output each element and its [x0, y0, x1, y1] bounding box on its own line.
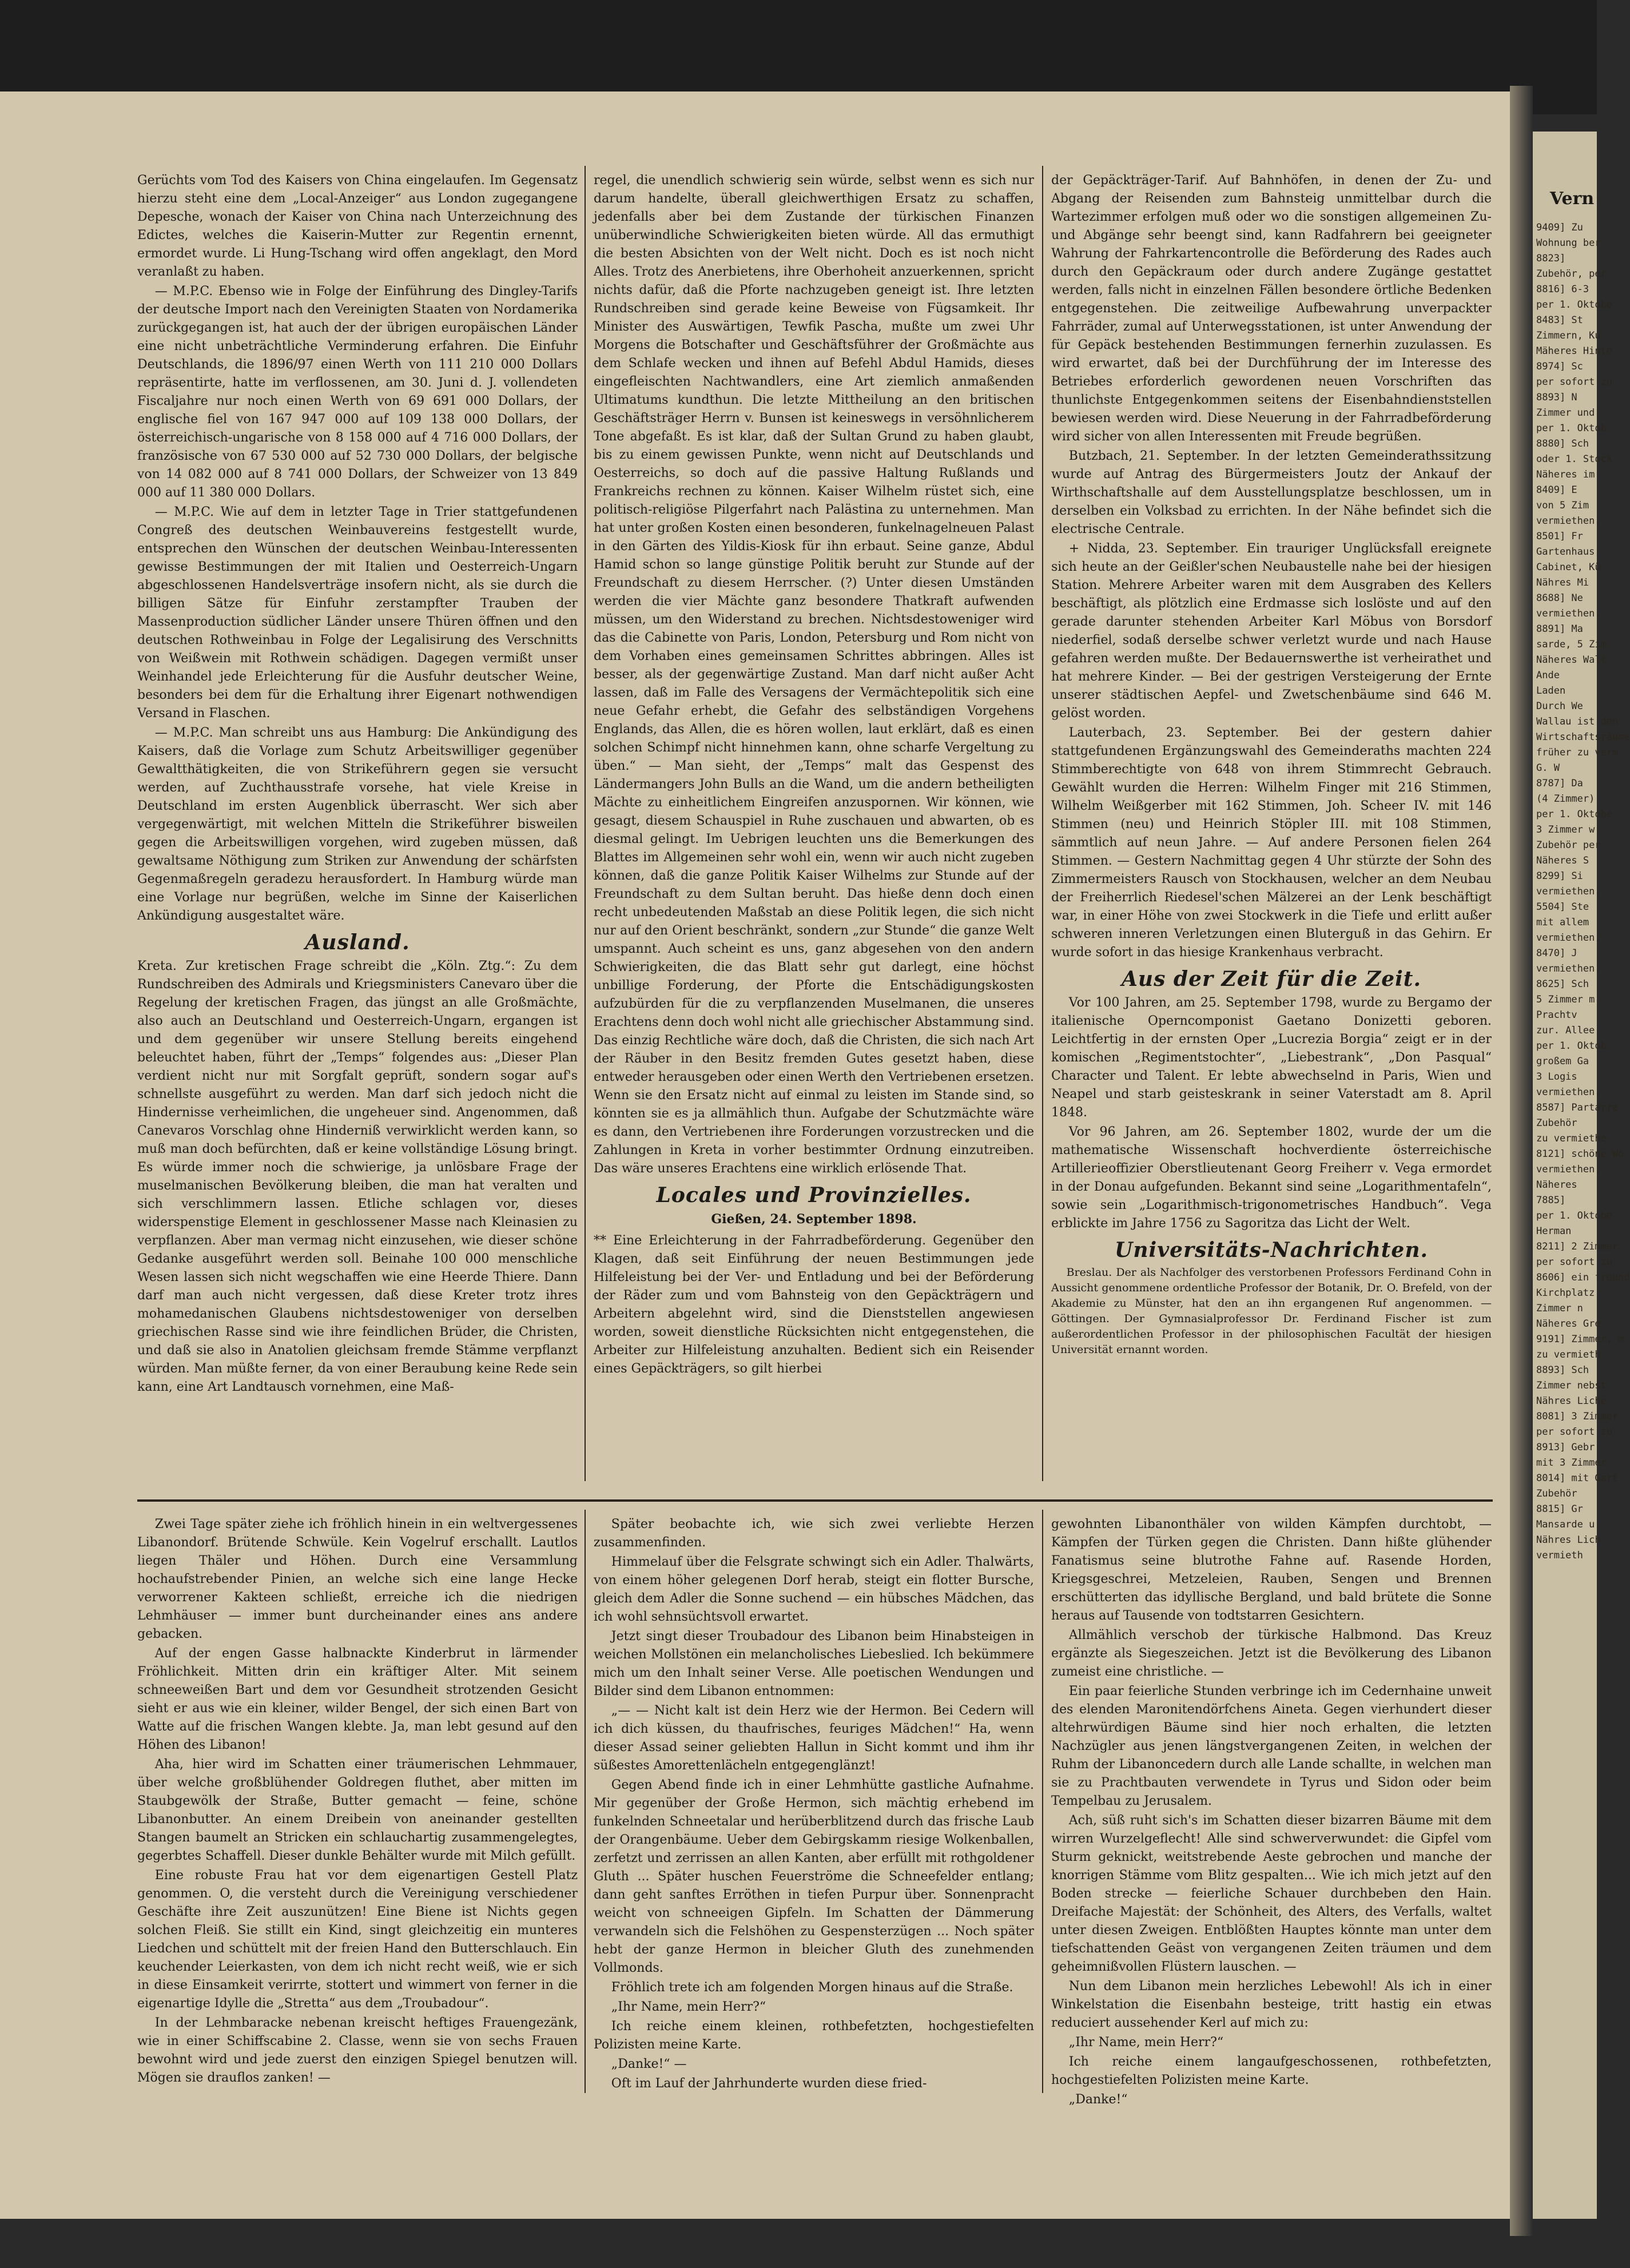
adjacent-page-line: per 1. Oktob	[1536, 423, 1607, 434]
paragraph: Ein paar feierliche Stunden verbringe ich im Cedernhaine unweit des elenden Maronitendörfchens Aineta. Gegen vierhundert dieser altehrwürdigen Bäume sind hier noch erhalten, die letzten Nachzügler aus jenen längstvergangenen Zeiten, in welchen der Ruhm der Libanoncedern durch alle Lande schallte, in welchen man sie zu Prachtbauten verwendete in Tyrus und Sidon oder beim Tempelbau zu Jerusalem.	[1051, 1684, 1492, 1808]
adjacent-page-line: vermiethen.	[1536, 932, 1601, 944]
adjacent-page-line: vermiethen.	[1536, 608, 1601, 619]
adjacent-page-line: mit allem	[1536, 917, 1589, 928]
paragraph: Fröhlich trete ich am folgenden Morgen hinaus auf die Straße.	[611, 1980, 1013, 1995]
adjacent-page-line: Ande	[1536, 670, 1560, 681]
adjacent-page-fragment	[1533, 132, 1630, 2219]
paragraph: Ich reiche einem kleinen, rothbefetzten, hochgestiefelten Polizisten meine Karte.	[594, 2019, 1034, 2052]
adjacent-page-heading: Vern	[1550, 189, 1595, 209]
adjacent-page-line: Näheres Walt	[1536, 654, 1607, 666]
adjacent-page-line: Durch We	[1536, 701, 1583, 712]
paragraph: „— — Nicht kalt ist dein Herz wie der Hermon. Bei Cedern will ich dich küssen, du thaufrisches, feuriges Mädchen!“ Ha, wenn dieser Assad seiner geliebten Hallun in Sicht kommt und ihm ihr süßestes Amorettenlächeln entgegenglänzt!	[594, 1704, 1034, 1773]
adjacent-page-line: Näheres Gre	[1536, 1318, 1601, 1330]
paragraph: Gerüchts vom Tod des Kaisers von China eingelaufen. Im Gegensatz hierzu steht eine dem „Local-Anzeiger“ aus London zugegangene Depesche, wonach der Kaiser von China nach Unterzeichnung des Edictes, welches die Kaiserin-Mutter zur Regentin ernennt, ermordet wurde. Li Hung-Tschang wird offen angeklagt, den Mord veranlaßt zu haben.	[137, 173, 578, 279]
adjacent-page-line: 8974] Sc	[1536, 361, 1583, 372]
adjacent-page-line: Prachtv	[1536, 1009, 1577, 1021]
adjacent-page-line: 3 Zimmer w	[1536, 824, 1595, 835]
adjacent-page-line: Nähres Lich	[1536, 1534, 1601, 1546]
adjacent-page-line: großem Ga	[1536, 1056, 1589, 1067]
adjacent-page-line: per sofort zu	[1536, 1256, 1613, 1268]
section-heading-zeit: Aus der Zeit für die Zeit.	[1122, 967, 1421, 991]
dateline: Gießen, 24. September 1898.	[711, 1212, 917, 1227]
adjacent-page-line: per 1. Oktobe	[1536, 1210, 1613, 1221]
feuilleton-column-1	[137, 1515, 578, 2099]
paragraph: Zwei Tage später ziehe ich fröhlich hinein in ein weltvergessenes Libanondorf. Brütende Schwüle. Kein Vogelruf erschallt. Lautlos liegen Thäler und Höhen. Durch eine Versammlung hochaufstrebender Pinien, an welche sich eine lange Hecke verworrener Kakteen schließt, erreiche ich die niedrigen Lehmhäuser — immer bunt durcheinander eines ans andere gebacken.	[137, 1517, 578, 1641]
adjacent-page-line: vermieth	[1536, 1550, 1583, 1561]
adjacent-page-line: per sofort zu	[1536, 376, 1613, 388]
paragraph: + Nidda, 23. September. Ein trauriger Unglücksfall ereignete sich heute an der Geißler'schen Neubaustelle nahe bei der hiesigen Station. Mehrere Arbeiter waren mit dem Ausgraben des Kellers beschäftigt, als plötzlich eine Erdmasse sich loslöste und auf den gerade darunter stehenden Arbeiter Karl Möbus von Borsdorf niederfiel, sodaß derselbe schwer verletzt wurde und nach Hause gefahren werden mußte. Der Bedauernswerthe ist verheirathet und hat mehrere Kinder. — Bei der gestrigen Versteigerung der Ernte unserer städtischen Aepfel- und Zwetschenbäume sind 646 M. gelöst worden.	[1051, 542, 1492, 721]
adjacent-page-line: 8893] N	[1536, 392, 1577, 403]
paragraph: Ich reiche einem langaufgeschossenen, rothbefetzten, hochgestiefelten Polizisten meine Karte.	[1051, 2055, 1492, 2087]
adjacent-page-line: 8787] Da	[1536, 778, 1583, 789]
paragraph: Breslau. Der als Nachfolger des verstorbenen Professors Ferdinand Cohn in Aussicht genommene ordentliche Professor der Botanik, Dr. O. Brefeld, von der Akademie zu Münster, hat den an ihn ergangenen Ruf angenommen. — Göttingen. Der Gymnasialprofessor Dr. Ferdinand Fischer ist zum außerordentlichen Professor in der philosophischen Facultät der hiesigen Universität ernannt worden.	[1051, 1266, 1492, 1356]
paragraph: Aha, hier wird im Schatten einer träumerischen Lehmmauer, über welche großblühender Goldregen fluthet, aber mitten im Staubgewölk der Straße, Butter gemacht — feine, schöne Libanonbutter. An einem Dreibein von aneinander gestellten Stangen baumelt an Stricken ein schlauchartig zusammengelegtes, gegerbtes Schaffell. Dieser dunkle Behälter wurde mit Milch gefüllt.	[137, 1757, 578, 1863]
adjacent-page-line: Zubehör, per	[1536, 268, 1607, 280]
page-gutter	[1510, 86, 1533, 2236]
adjacent-page-line: (4 Zimmer)	[1536, 793, 1595, 805]
paragraph: Eine robuste Frau hat vor dem eigenartigen Gestell Platz genommen. O, die versteht durch die Vereinigung verschiedener Geschäfte ihre Zeit auszunützen! Eine Biene ist Nichts gegen solchen Fleiß. Sie stillt ein Kind, singt gleichzeitig ein munteres Liedchen und schüttelt mit der freien Hand den Butterschlauch. Ein keuchender Leierkasten, von dem ich nicht recht weiß, wie er sich in diese Einsamkeit verirrte, stottert und wimmert von ferner in die eigenartige Idylle die „Stretta“ aus dem „Troubadour“.	[137, 1868, 578, 2011]
adjacent-page-line: Kirchplatz	[1536, 1287, 1595, 1299]
paragraph: der Gepäckträger-Tarif. Auf Bahnhöfen, in denen der Zu- und Abgang der Reisenden zum Bahnsteig unmittelbar durch die Wartezimmer erfolgen muß oder wo die sonstigen allgemeinen Zu- und Abgänge sehr beengt sind, kann Radfahrern bei geeigneter Wahrung der Fahrkartencontrolle die Beförderung des Rades auch durch den Gepäckraum oder durch andere Zugänge gestattet werden, falls nicht in einzelnen Fällen besondere örtliche Bedenken entgegenstehen. Die zeitweilige Aufbewahrung unverpackter Fahrräder, zumal auf Unterwegsstationen, ist unter Anwendung der für Gepäck bestehenden Bestimmungen fernerhin zuzulassen. Es wird erwartet, daß bei der Durchführung der im Interesse des Betriebes erforderlich gewordenen neuen Vorschriften das thunlichste Entgegenkommen seitens der Eisenbahndienststellen bewiesen werden wird. Diese Neuerung in der Fahrradbeförderung wird sicher von allen Interessenten mit Freude begrüßen.	[1051, 173, 1492, 444]
column-3	[1051, 172, 1492, 1356]
paragraph: — M.P.C. Man schreibt uns aus Hamburg: Die Ankündigung des Kaisers, daß die Vorlage zum Schutz Arbeitswilliger gegenüber Gewaltthätigkeiten, die von Strikeführern gegen sie versucht werden, auf Zuchthausstrafe vorsehe, hat viele Kreise in Deutschland im ersten Augenblick überrascht. Wer sich aber vergegenwärtigt, mit welchen Mitteln die Strikeführer bisweilen gegen die Arbeitswilligen vorgehen, wird zugeben müssen, daß gewaltsame Nöthigung zum Striken zur Anwendung der schärfsten Gegenmaßregeln geradezu herausfordert. In Hamburg würde man eine Vorlage nur begrüßen, welche im Sinne der Kaiserlichen Ankündigung ausgestaltet wäre.	[137, 726, 578, 923]
adjacent-page-line: von 5 Zim	[1536, 500, 1589, 511]
feuilleton-divider	[137, 1499, 1493, 1502]
paragraph: ** Eine Erleichterung in der Fahrradbeförderung. Gegenüber den Klagen, daß seit Einführung der neuen Bestimmungen jede Hilfeleistung bei der Ver- und Entladung und bei der Beförderung der Räder zum und vom Bahnsteig von den Gepäckträgern und Arbeitern abgelehnt wird, sind die Dienststellen angewiesen worden, soweit dienstliche Rücksichten nicht entgegenstehen, die Arbeiter zur Hilfeleistung anzuhalten. Bedient sich ein Reisender eines Gepäckträgers, so gilt hierbei	[594, 1234, 1034, 1376]
section-heading-universitaet: Universitäts-Nachrichten.	[1114, 1238, 1429, 1262]
adjacent-page-line: vermiethen.	[1536, 886, 1601, 897]
adjacent-page-line: per 1. Oktob	[1536, 1040, 1607, 1052]
adjacent-page-line: Näheres	[1536, 1179, 1577, 1191]
adjacent-page-line: per 1. Oktobe	[1536, 299, 1613, 311]
adjacent-page-line: 8299] Si	[1536, 870, 1583, 882]
adjacent-page-line: 8606] ein freund	[1536, 1272, 1630, 1283]
section-heading-ausland: Ausland.	[305, 930, 410, 954]
paragraph: gewohnten Libanonthäler von wilden Kämpfen durchtobt, — Kämpfen der Türken gegen die Christen. Dann hißte glühender Fanatismus seine blutrothe Fahne auf. Rasende Horden, Kriegsgeschrei, Metzeleien, Rauben, Sengen und Brennen erschütterten das idyllische Bergland, und bald brütete die Sonne heraus auf Tausende von todtstarren Gesichtern.	[1051, 1517, 1492, 1623]
adjacent-page-line: zu vermiethe	[1536, 1133, 1607, 1144]
adjacent-page-line: 8014] mit Gart	[1536, 1473, 1619, 1484]
adjacent-page-line: vermiethen.	[1536, 1087, 1601, 1098]
paragraph: Oft im Lauf der Jahrhunderte wurden diese fried-	[611, 2076, 927, 2091]
adjacent-page-line: Zubehör	[1536, 1117, 1577, 1129]
adjacent-page-line: vermiethen.	[1536, 1164, 1601, 1175]
adjacent-page-line: 5504] Ste	[1536, 901, 1589, 913]
adjacent-page-line: Näheres im	[1536, 469, 1595, 480]
adjacent-page-line: Mansarde u	[1536, 1519, 1595, 1530]
adjacent-page-line: Laden	[1536, 685, 1566, 697]
paragraph: „Danke!“	[1068, 2092, 1128, 2107]
adjacent-page-line: per sofort zu	[1536, 1426, 1613, 1438]
adjacent-page-line: Zimmern, Ku	[1536, 330, 1601, 341]
paragraph: — M.P.C. Wie auf dem in letzter Tage in Trier stattgefundenen Congreß des deutschen Weinbauvereins festgestellt wurde, entsprechen den Wünschen der deutschen Weinbau-Interessenten gewisse Bestimmungen der mit Italien und Oesterreich-Ungarn abgeschlossenen Handelsverträge insofern nicht, als sie durch die billigen Sätze für Einfuhr zerstampfter Trauben der Massenproduction südlicher Länder unsere Thüren öffnen und den deutschen Rothweinbau in Folge der Legalisirung des Verschnitts von Weißwein mit Rothwein schädigen. Dagegen vermißt unser Weinhandel jede Erleichterung für die Ausfuhr deutscher Weine, besonders bei dem für die Erhaltung ihrer Eigenart nothwendigen Versand in Flaschen.	[137, 505, 578, 721]
paragraph: regel, die unendlich schwierig sein würde, selbst wenn es sich nur darum handelte, überall gleichwerthigen Ersatz zu schaffen, jedenfalls aber bei dem Zustande der türkischen Finanzen unüberwindliche Schwierigkeiten bieten würde. All das ermuthigt die besten Absichten von der Welt nicht. Doch es ist noch nicht Alles. Trotz des Anerbietens, ihre Oberhoheit anzuerkennen, spricht nichts dafür, daß die Pforte nachzugeben geneigt ist. Ihre letzten Rundschreiben sind gerade keine Beweise von Fügsamkeit. Ihr Minister des Auswärtigen, Tewfik Pascha, mußte um zwei Uhr Morgens die Botschafter und Geschäftsführer der Großmächte aus dem Schlafe wecken und ihnen auf Befehl Abdul Hamids, dieses eingefleischten Nachtwandlers, eine Art ziemlich anmaßenden Ultimatums kundthun. Die letzte Mittheilung an den britischen Geschäftsträger Herrn v. Bunsen ist keineswegs in versöhnlicherem Tone abgefaßt. Es ist klar, daß der Sultan Grund zu haben glaubt, bis zu einem gewissen Punkte, wenn nicht auf Deutschlands und Oesterreichs, so doch auf die passive Haltung Rußlands und Frankreichs rechnen zu können. Kaiser Wilhelm rüstet sich, eine politisch-religiöse Pilgerfahrt nach Palästina zu unternehmen. Man hat unter großen Kosten einen besonderen, funkelnagelneuen Palast in den Gärten des Yildis-Kiosk für ihn erbaut. Seine ganze, Abdul Hamid schon so lange günstige Politik beruht zur Stunde auf der Freundschaft zu diesem Herrscher. (?) Unter diesen Umständen werden die vier Mächte ganz besondere Thatkraft aufwenden müssen, um den Widerstand zu brechen. Nichtsdestoweniger wird das die Cabinette von Paris, London, Petersburg und Rom nicht von dem Vorhaben eines gemeinsamen Schrittes abbringen. Alles ist besser, als der gegenwärtige Zustand. Man darf nicht außer Acht lassen, daß im Falle des Versagens der Vermächtepolitik sich eine neue Gefahr erhebt, die Gefahr des selbständigen Vorgehens Englands, das Allen, die es hören wollen, laut erklärt, daß es einen solchen Schimpf nicht hinnehmen kann, ohne scharfe Vergeltung zu üben.“ — Man sieht, der „Temps“ malt das Gespenst des Ländermangers John Bulls an die Wand, um die andern betheiligten Mächte zu einheitlichem Eingreifen anzuspornen. Wir können, wie gesagt, diesem Schauspiel in Ruhe zuschauen und abwarten, ob es diesmal gelingt. Im Uebrigen leuchten uns die Bemerkungen des Blattes im Allgemeinen sehr wohl ein, wenn wir auch nicht zugeben können, daß die ganze Politik Kaiser Wilhelms zur Stunde auf der Freundschaft zu dem Sultan beruht. Das hieße denn doch einen recht unbedeutenden Maßstab an diese Politik legen, die sich nicht nur auf den Orient beschränkt, sondern „zur Stunde“ die ganze Welt umspannt. Auch scheint es uns, ganz abgesehen von den andern Schwierigkeiten, die das Blatt sehr gut darlegt, eine höchst unbillige Forderung, der Pforte die Entschädigungskosten aufzubürden für die zu verpflanzenden Muselmanen, die unseres Erachtens denn doch wohl nicht alle griechischer Abstammung sind. Das einzig Rechtliche wäre doch, daß die Christen, die sich nach Art der Räuber in den Besitz fremden Gutes gesetzt haben, diese entweder herausgeben oder einen Werth den Vertriebenen ersetzen. Wenn sie den Ersatz nicht auf einmal zu leisten im Stande sind, so könnten sie es ja allmählich thun. Aufgabe der Schutzmächte wäre es dann, den Vertriebenen ihre Forderungen vorzustrecken und die Zahlungen in Kreta in vorher bestimmter Ordnung einzutreiben. Das wäre unseres Erachtens eine wirklich erlösende That.	[594, 173, 1034, 1176]
column-1	[137, 172, 578, 1394]
adjacent-page-line: Wohnung ber	[1536, 237, 1601, 249]
paragraph: Himmelauf über die Felsgrate schwingt sich ein Adler. Thalwärts, von einem höher gelegenen Dorf herab, steigt ein flotter Bursche, gleich dem Adler die Sonne suchend — ein hübsches Mädchen, das ich wohl sehnsüchtsvoll erwartet.	[594, 1555, 1034, 1624]
adjacent-page-line: Zimmer n	[1536, 1303, 1583, 1314]
adjacent-page-line: zur. Allee	[1536, 1025, 1595, 1036]
paragraph: Butzbach, 21. September. In der letzten Gemeinderathssitzung wurde auf Antrag des Bürgermeisters Joutz der Ankauf der Wirthschaftshalle auf dem Ausstellungsplatze beschlossen, um in derselben ein Volksbad zu errichten. In der Nähe befindet sich die electrische Centrale.	[1051, 449, 1492, 536]
column-rule	[1042, 166, 1043, 1481]
adjacent-page-line: 5 Zimmer m	[1536, 994, 1595, 1005]
adjacent-page-line: 8121] schöne Wo	[1536, 1148, 1624, 1160]
adjacent-page-line: 8501] Fr	[1536, 531, 1583, 542]
adjacent-page-line: oder 1. Stock	[1536, 453, 1613, 465]
adjacent-page-line: sarde, 5 Zim	[1536, 639, 1607, 650]
adjacent-page-line: 8409] E	[1536, 484, 1577, 496]
adjacent-page-line: vermiethen.	[1536, 963, 1601, 974]
adjacent-page-line: 9409] Zu	[1536, 222, 1583, 233]
feuilleton-column-3	[1051, 1515, 1492, 2107]
feuilleton-column-2	[594, 1515, 1034, 2099]
adjacent-page-line: 8625] Sch	[1536, 978, 1589, 990]
paragraph: Jetzt singt dieser Troubadour des Libanon beim Hinabsteigen in weichen Mollstönen ein melancholisches Liebeslied. Ich bekümmere mich um den Inhalt seiner Verse. Alle poetischen Wendungen und Bilder sind dem Libanon entnommen:	[594, 1629, 1034, 1698]
adjacent-page-line: früher zu verm	[1536, 747, 1619, 758]
adjacent-page-line: 3 Logis	[1536, 1071, 1577, 1083]
column-rule	[585, 166, 586, 1481]
adjacent-page-line: Zimmer und	[1536, 407, 1595, 419]
paragraph: — M.P.C. Ebenso wie in Folge der Einführung des Dingley-Tarifs der deutsche Import nach den Vereinigten Staaten von Nordamerika zurückgegangen ist, hat auch der der übrigen europäischen Länder eine nicht unbeträchtliche Verminderung erfahren. Die Einfuhr Deutschlands, die 1896/97 einen Werth von 111 210 000 Dollars repräsentirte, hatte im verflossenen, am 30. Juni d. J. vollendeten Fiscaljahre nur noch einen Werth von 69 691 000 Dollars, der englische fiel von 167 947 000 auf 109 138 000 Dollars, der österreichisch-ungarische von 8 158 000 auf 4 716 000 Dollars, der französische von 67 530 000 auf 52 730 000 Dollars, der belgische von 14 082 000 auf 8 741 000 Dollars, der Schweizer von 13 849 000 auf 11 380 000 Dollars.	[137, 284, 578, 500]
adjacent-page-line: Mäheres Hinte	[1536, 345, 1613, 357]
adjacent-page-line: Zimmer nebst	[1536, 1380, 1607, 1391]
adjacent-page-line: 8815] Gr	[1536, 1503, 1583, 1515]
adjacent-page-line: 8880] Sch	[1536, 438, 1589, 449]
adjacent-page-line: zu vermieth	[1536, 1349, 1601, 1360]
paragraph: „Ihr Name, mein Herr?“	[611, 2000, 766, 2014]
paragraph: Vor 100 Jahren, am 25. September 1798, wurde zu Bergamo der italienische Operncomponist Gaetano Donizetti geboren. Leichtfertig in der ernsten Oper „Lucrezia Borgia“ zeigt er in der komischen „Regimentstochter“, „Liebestrank“, „Don Pasqual“ Character und Talent. Er lebte abwechselnd in Paris, Wien und Neapel und starb geisteskrank in seiner Vaterstadt am 8. April 1848.	[1051, 996, 1492, 1120]
adjacent-page-line: Zubehör	[1536, 1488, 1577, 1499]
section-heading-locales: Locales und Provinzielles.	[656, 1183, 972, 1207]
paragraph: „Ihr Name, mein Herr?“	[1068, 2035, 1224, 2050]
paragraph: Nun dem Libanon mein herzliches Lebewohl! Als ich in einer Winkelstation die Eisenbahn besteige, tritt hastig ein etwas reduciert aussehender Kerl auf mich zu:	[1051, 1979, 1492, 2030]
adjacent-page-line: per 1. Oktobe	[1536, 809, 1613, 820]
paragraph: Vor 96 Jahren, am 26. September 1802, wurde der um die mathematische Wissenschaft hochverdiente österreichische Artillerieoffizier Oberstlieutenant Georg Freiherr v. Vega ermordet in der Donau aufgefunden. Bekannt sind seine „Logarithmentafeln“, sowie sein „Logarithmisch-trigonometrisches Handbuch“. Vega erblickte im Jahre 1756 zu Sagoritza das Licht der Welt.	[1051, 1125, 1492, 1231]
adjacent-page-line: 8823]	[1536, 253, 1566, 264]
adjacent-page-line: 8816] 6-3	[1536, 284, 1589, 295]
column-2	[594, 172, 1034, 1376]
column-rule	[585, 1510, 586, 2093]
adjacent-page-line: Herman	[1536, 1225, 1572, 1237]
adjacent-page-line: G. W	[1536, 762, 1560, 774]
adjacent-page-line: 8893] Sch	[1536, 1364, 1589, 1376]
adjacent-page-line: vermiethen.	[1536, 515, 1601, 527]
paragraph: Kreta. Zur kretischen Frage schreibt die „Köln. Ztg.“: Zu dem Rundschreiben des Admirals und Kriegsministers Canevaro über die Regelung der kretischen Fragen, das jüngst an alle Großmächte, also auch an Deutschland und Oesterreich-Ungarn, ergangen ist und dem gegenüber wir unsere Stellung bereits eingehend beleuchtet haben, führt der „Temps“ folgendes aus: „Dieser Plan verdient nicht nur mit Sorgfalt geprüft, sondern sogar auf's schnellste ausgeführt zu werden. Man darf sich jedoch nicht die Hindernisse verheimlichen, die ungeheuer sind. Angenommen, daß Canevaros Vorschlag ohne Hinderniß verwirklicht werden kann, so muß man doch befürchten, daß er keine vollständige Lösung bringt. Es würde immer noch die schwierige, ja unlösbare Frage der muselmanischen Bevölkerung bleiben, die man hat veralten und sich verschlimmern lassen. Etliche schlagen vor, dieses widerspenstige Element in geschlossener Masse nach Kleinasien zu verpflanzen. Aber man vermag nicht einzusehen, wie dieser schöne Gedanke ausgeführt werden soll. Beinahe 100 000 menschliche Wesen lassen sich nicht wegschaffen wie eine Heerde Thiere. Dann darf man auch nicht vergessen, daß diese Kreter trotz ihres mohamedanischen Glaubens nichtsdestoweniger von derselben griechischen Rasse sind wie ihre feindlichen Brüder, die Christen, und daß sie also in Anatolien gleichsam fremde Stämme verpflanzt würden. Man müßte ferner, da von einer Beraubung keine Rede sein kann, eine Art Landtausch vornehmen, eine Maß-	[137, 959, 578, 1394]
adjacent-page-line: mit 3 Zimmer	[1536, 1457, 1607, 1469]
adjacent-page-text	[1533, 220, 1630, 1563]
adjacent-page-line: 8211] 2 Zimmer	[1536, 1241, 1619, 1252]
paragraph: Ach, süß ruht sich's im Schatten dieser bizarren Bäume mit dem wirren Wurzelgeflecht! Alle sind schwerverwundet: die Gipfel vom Sturm geknickt, weitstrebende Aeste gebrochen und manche der knorrigen Stämme vom Blitz gespalten... Wie ich mich jetzt auf den Boden strecke — feierliche Schauer durchbeben den Hain. Dreifache Majestät: der Schönheit, des Alters, des Verfalls, waltet unter diesen Zweigen. Entblößten Hauptes könnte man unter dem tiefschattenden Geäst von vergangenen Zeiten träumen und dem geheimnißvollen Flüstern lauschen. —	[1051, 1813, 1492, 1974]
adjacent-page-line: Zubehör per	[1536, 839, 1601, 851]
adjacent-page-line: Wallau ist den	[1536, 716, 1619, 727]
adjacent-page-line: Cabinet, Kü	[1536, 562, 1601, 573]
column-rule	[1042, 1510, 1043, 2093]
adjacent-page-line: 8891] Ma	[1536, 623, 1583, 635]
paragraph: In der Lehmbaracke nebenan kreischt heftiges Frauengezänk, wie in einer Schiffscabine 2. Classe, wenn sie von sechs Frauen bewohnt wird und jede zuerst den einzigen Spiegel benutzen will. Mögen sie drauflos zanken! —	[137, 2016, 578, 2085]
adjacent-page-line: 8913] Gebr	[1536, 1442, 1595, 1453]
paragraph: „Danke!“ —	[611, 2057, 687, 2071]
adjacent-page-line: 8688] Ne	[1536, 592, 1583, 604]
adjacent-page-line: Näheres S	[1536, 855, 1589, 866]
adjacent-page-line: Wirtschaftsräume	[1536, 731, 1630, 743]
paragraph: Gegen Abend finde ich in einer Lehmhütte gastliche Aufnahme. Mir gegenüber der Große Hermon, sich mächtig erhebend im funkelnden Schneetalar und herüberblitzend durch das frische Laub der Orangenbäume. Ueber dem Gebirgskamm riesige Wolkenballen, zerfetzt und zerrissen an allen Kanten, aber erfüllt mit rothgoldener Gluth ... Später huschen Feuerströme die Schneefelder entlang; dann geht sanftes Erröthen in tiefen Purpur über. Sonnenpracht weicht von schneeigen Gipfeln. Im Schatten der Dämmerung verwandeln sich die Felshöhen zu Gespensterzügen ... Noch später hebt der ganze Hermon in bleicher Gluth des zunehmenden Vollmonds.	[594, 1778, 1034, 1975]
adjacent-page-line: 8081] 3 Zimmer	[1536, 1411, 1619, 1422]
paragraph: Allmählich verschob der türkische Halbmond. Das Kreuz ergänzte als Siegeszeichen. Jetzt ist die Bevölkerung des Libanon zumeist eine christliche. —	[1051, 1628, 1492, 1679]
adjacent-page-line: 8470] J	[1536, 948, 1577, 959]
paragraph: Lauterbach, 23. September. Bei der gestern dahier stattgefundenen Ergänzungswahl des Gemeinderaths machten 224 Stimmberechtigte von 648 von ihrem Stimmrecht Gebrauch. Gewählt wurden die Herren: Wilhelm Finger mit 216 Stimmen, Wilhelm Weißgerber mit 162 Stimmen, Joh. Scheer IV. mit 146 Stimmen (neu) und Heinrich Stöpler III. mit 108 Stimmen, sämmtlich auf neun Jahre. — Auf andere Personen fielen 264 Stimmen. — Gestern Nachmittag gegen 4 Uhr stürzte der Sohn des Zimmermeisters Rausch von Stockhausen, welcher an dem Neubau der Freiherrlich Riedesel'schen Mälzerei an der Lenk beschäftigt war, in einer Höhe von zwei Stockwerk in die Tiefe und erlitt außer schweren inneren Verletzungen einen Bluterguß in das Gehirn. Er wurde sofort in das hiesige Krankenhaus verbracht.	[1051, 726, 1492, 960]
adjacent-page-line: 8483] St	[1536, 315, 1583, 326]
adjacent-page-line: Nähres Mi	[1536, 577, 1589, 588]
adjacent-page-line: Gartenhaus	[1536, 546, 1595, 558]
adjacent-page-line: 8587] Partarre	[1536, 1102, 1619, 1113]
adjacent-page-line: 9191] Zimmer, m	[1536, 1334, 1624, 1345]
paragraph: Später beobachte ich, wie sich zwei verliebte Herzen zusammenfinden.	[594, 1517, 1034, 1550]
adjacent-page-line: 7885]	[1536, 1195, 1566, 1206]
adjacent-page-line: Nähres Liche	[1536, 1395, 1607, 1407]
paragraph: Auf der engen Gasse halbnackte Kinderbrut in lärmender Fröhlichkeit. Mitten drin ein kräftiger Alter. Mit seinem schneeweißen Bart und dem vor Gesundheit strotzenden Gesicht sieht er aus wie ein kleiner, wilder Bengel, der sich einen Bart von Watte auf die frischen Wangen klebte. Ja, man lebt gesund auf den Höhen des Libanon!	[137, 1646, 578, 1752]
